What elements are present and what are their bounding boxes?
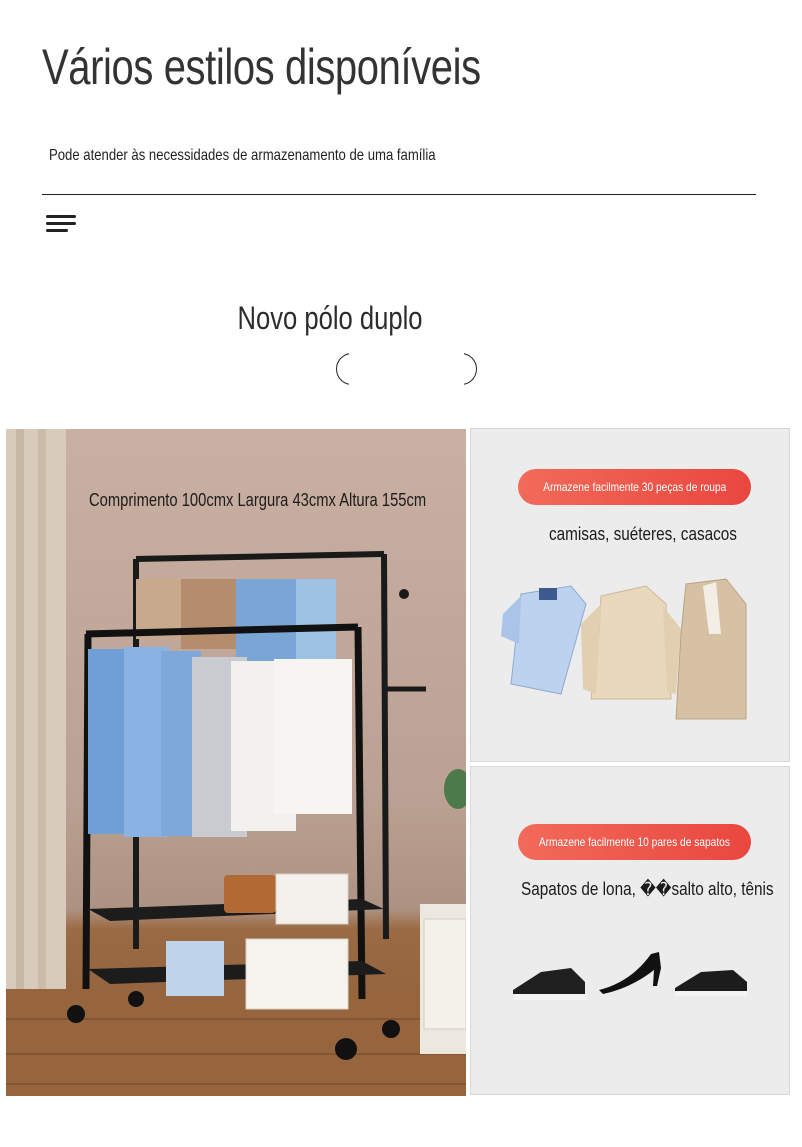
section-title: Novo pólo duplo xyxy=(237,300,423,336)
product-photo xyxy=(6,429,466,1096)
page-subtitle: Pode atender às necessidades de armazenamento de uma família xyxy=(49,147,436,164)
feature-card-shoes xyxy=(470,766,790,1095)
feature-caption: camisas, suéteres, casacos xyxy=(549,524,737,544)
feature-badge: Armazene facilmente 30 peças de roupa xyxy=(518,469,751,505)
header-divider xyxy=(42,194,756,195)
page-title: Vários estilos disponíveis xyxy=(42,39,481,95)
feature-badge: Armazene facilmente 10 pares de sapatos xyxy=(518,824,751,860)
clothes-rack-illustration xyxy=(6,429,466,1096)
shoes-illustration xyxy=(471,942,791,1022)
product-dimensions: Comprimento 100cmx Largura 43cmx Altura 155cm xyxy=(89,490,427,510)
section-pill-decoration xyxy=(336,353,477,385)
feature-caption: Sapatos de lona, ��salto alto, tênis xyxy=(521,879,774,899)
feature-card-clothes xyxy=(470,428,790,762)
menu-icon xyxy=(46,215,78,231)
clothes-illustration xyxy=(471,574,791,734)
